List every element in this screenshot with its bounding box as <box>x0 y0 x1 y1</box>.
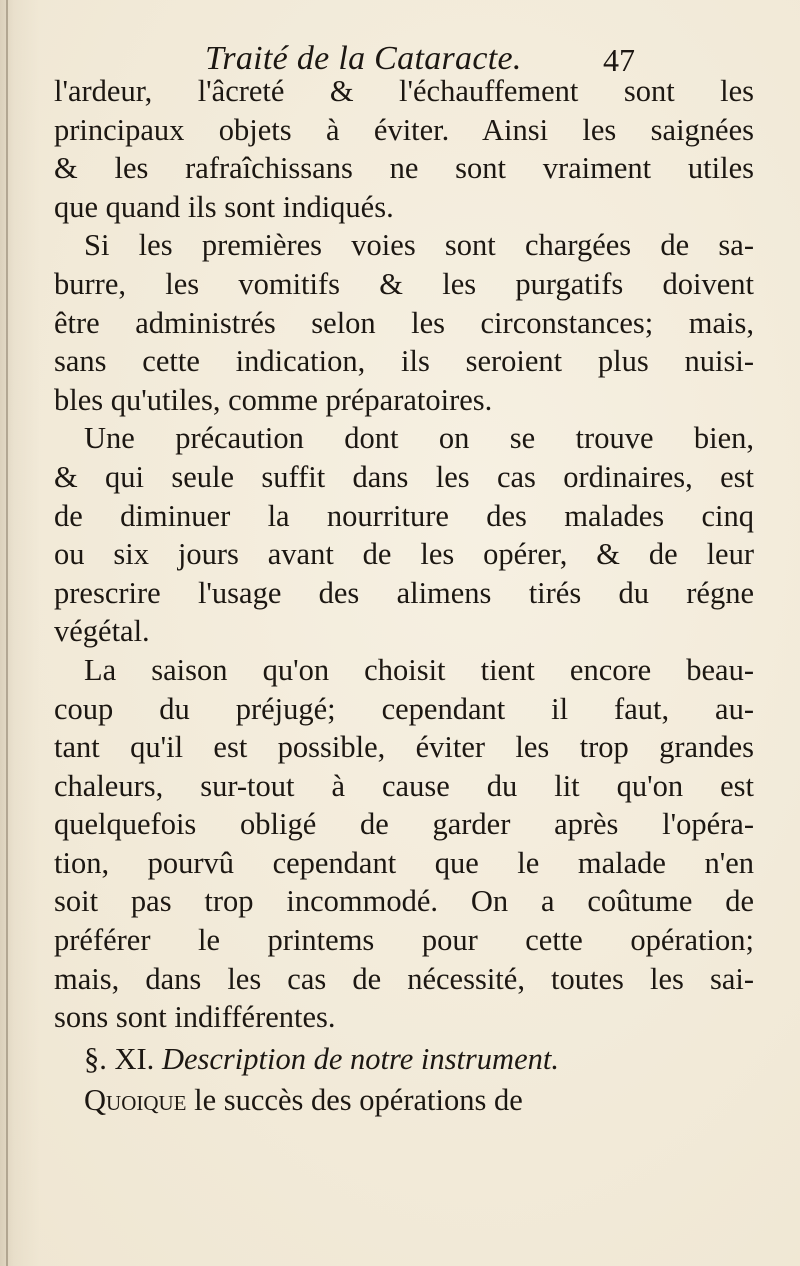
text-line: & les rafraîchissans ne sont vraiment utiles <box>54 151 754 186</box>
text-line: l'ardeur, l'âcreté & l'échauffement sont les <box>54 74 754 108</box>
text-line: mais, dans les cas de nécessité, toutes les sai- <box>54 961 754 996</box>
text-line: être administrés selon les circonstances; mais, <box>54 305 754 340</box>
text-line: ou six jours avant de les opérer, & de leur <box>54 537 754 572</box>
text-line: & qui seule suffit dans les cas ordinaires, est <box>54 459 754 494</box>
text-line: sons sont indifférentes. <box>54 1000 336 1035</box>
text-line: bles qu'utiles, comme préparatoires. <box>54 382 493 417</box>
text-line: quelquefois obligé de garder après l'opéra- <box>54 807 754 842</box>
text-line: préférer le printems pour cette opération; <box>54 923 754 958</box>
section-heading <box>54 1037 754 1081</box>
text-line: sans cette indication, ils seroient plus nuisi- <box>54 344 754 379</box>
section-number: §. XI. <box>84 1041 155 1076</box>
text-line: chaleurs, sur-tout à cause du lit qu'on est <box>54 768 754 803</box>
text-line: soit pas trop incommodé. On a coûtume de <box>54 884 754 919</box>
text-line: prescrire l'usage des alimens tirés du régne <box>54 575 754 610</box>
text-line: Si les premières voies sont chargées de sa- <box>84 228 754 263</box>
text-line: tion, pourvû cependant que le malade n'en <box>54 845 754 880</box>
text-line: coup du préjugé; cependant il faut, au- <box>54 691 754 726</box>
running-title: Traité de la Cataracte. <box>205 40 522 77</box>
initial-word: Quoique <box>84 1082 187 1117</box>
text-line: que quand ils sont indiqués. <box>54 189 394 224</box>
line-remainder: le succès des opérations de <box>186 1082 523 1117</box>
text-line: tant qu'il est possible, éviter les trop grandes <box>54 730 754 765</box>
text-line: principaux objets à éviter. Ainsi les saignées <box>54 112 754 147</box>
text-line <box>54 1081 754 1120</box>
text-line: de diminuer la nourriture des malades cinq <box>54 498 754 533</box>
text-line: La saison qu'on choisit tient encore beau- <box>84 652 754 687</box>
section-title: Description de notre instrument. <box>161 1041 559 1076</box>
page-number: 47 <box>603 42 635 78</box>
text-line: burre, les vomitifs & les purgatifs doivent <box>54 266 754 301</box>
binding-gutter <box>6 0 8 1266</box>
body-text <box>54 72 754 1119</box>
text-line: Une précaution dont on se trouve bien, <box>84 421 754 456</box>
text-line: végétal. <box>54 614 150 649</box>
